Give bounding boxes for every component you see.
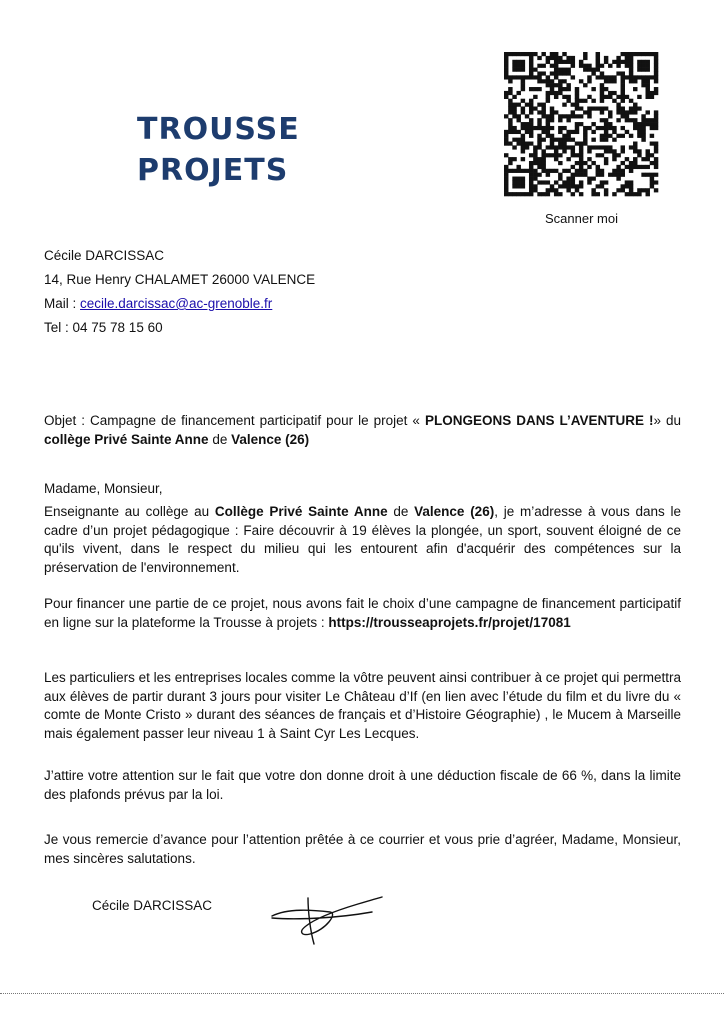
qr-code [504, 52, 658, 196]
signature-graphic [268, 890, 388, 946]
logo-line-2: PROJETS [137, 153, 289, 188]
letter-subject [44, 412, 681, 449]
p1-c: , je m’adresse à vous dans le cadre d’un projet pédagogique : Faire découvrir à 19 élèves la plongée, un sport, souvent éloigné de ce qu'ils vivent, dans le respect du milieu qui les entourent afin d'acquérir des compétences sur la préservation de l'environnement. [44, 504, 681, 575]
paragraph-financing [44, 595, 681, 632]
subject-prefix: Objet : Campagne de financement participatif pour le projet « [44, 413, 425, 428]
p1-city: Valence (26) [414, 504, 495, 519]
sender-tel: Tel : 04 75 78 15 60 [44, 320, 163, 335]
paragraph-intro [44, 503, 681, 577]
mail-label: Mail : [44, 296, 81, 311]
p1-b: de [387, 504, 415, 519]
subject-mid2: de [208, 431, 232, 447]
sender-mail-line [44, 292, 315, 316]
trousse-a-projets-logo [137, 95, 300, 188]
paragraph-closing: Je vous remercie d’avance pour l’attention prêtée à ce courrier et vous prie d’agréer, Madame, Monsieur, mes sincères salutations. [44, 832, 681, 866]
sender-address: 14, Rue Henry CHALAMET 26000 VALENCE [44, 272, 316, 287]
subject-mid: » du [653, 413, 681, 428]
salutation: Madame, Monsieur, [44, 481, 163, 496]
project-url[interactable]: https://trousseaprojets.fr/projet/17081 [328, 614, 571, 630]
qr-code-graphic [504, 52, 658, 196]
logo-line-1: TROUSSE [137, 112, 300, 147]
logo-graphic [137, 95, 300, 188]
sender-name: Cécile DARCISSAC [44, 248, 165, 263]
handwritten-signature [268, 890, 388, 946]
page-bottom-divider [0, 993, 724, 994]
p1-a: Enseignante au collège au [44, 504, 215, 519]
sender-block [44, 244, 315, 340]
mail-link[interactable]: cecile.darcissac@ac-grenoble.fr [80, 296, 273, 311]
subject-school: collège Privé Sainte Anne [44, 431, 209, 447]
qr-caption: Scanner moi [545, 211, 618, 226]
paragraph-tax: J’attire votre attention sur le fait que votre don donne droit à une déduction fiscale de 66 %, dans la limite des plafonds prévus par la loi. [44, 768, 681, 802]
paragraph-contribution: Les particuliers et les entreprises locales comme la vôtre peuvent ainsi contribuer à ce projet qui permettra aux élèves de partir durant 3 jours pour visiter Le Château d’If (en lien avec l’étude du film et du livre du « comte de Monte Cristo » durant des séances de français et d’Histoire Géographie) , le Mucem à Marseille mais également passer leur niveau 1 à Saint Cyr Les Lecques. [44, 670, 681, 741]
signature-name: Cécile DARCISSAC [92, 898, 213, 913]
p2-a: Pour financer une partie de ce projet, nous avons fait le choix d’une campagne de financement participatif en ligne sur la plateforme la Trousse à projets : [44, 596, 681, 630]
subject-city: Valence (26) [231, 431, 310, 447]
p1-school: Collège Privé Sainte Anne [214, 504, 388, 519]
subject-project: PLONGEONS DANS L’AVENTURE ! [424, 413, 654, 428]
